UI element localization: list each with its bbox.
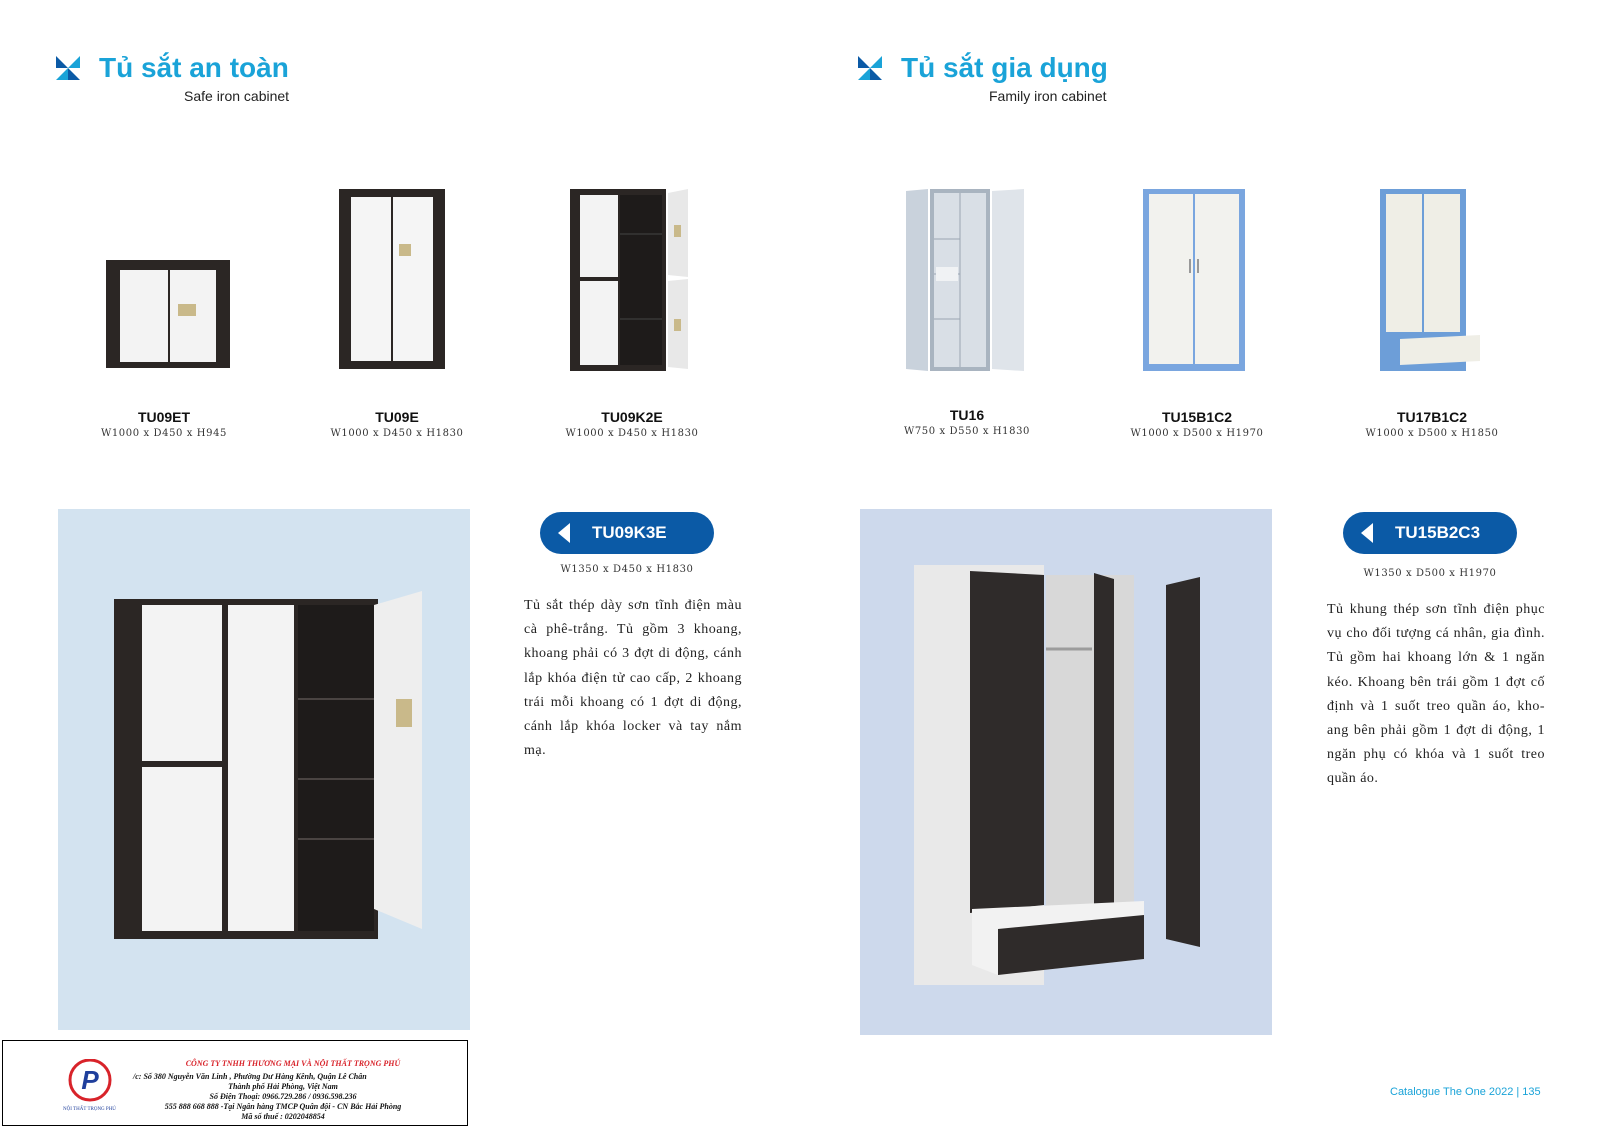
featured-dims: W1350 x D500 x H1970 [1363,568,1497,579]
featured-dims: W1350 x D450 x H1830 [560,564,694,575]
section-title-safe: Tủ sắt an toàn [99,52,289,83]
product-dims: W750 x D550 x H1830 [903,426,1031,437]
product-image-tu17b1c2 [1380,189,1480,371]
cabinet-illustration [860,509,1272,1035]
product-code: TU09K2E [601,409,663,425]
featured-code: TU15B2C3 [1395,523,1481,542]
company-logo [65,1059,115,1105]
page-footer: Catalogue The One 2022 | 135 [1390,1086,1541,1098]
product-code: TU15B1C2 [1161,409,1233,425]
company-tax: Mã số thuế : 0202048854 [241,1112,325,1121]
pinwheel-icon [858,56,882,80]
arrow-left-icon [558,523,570,543]
company-name: CÔNG TY TNHH THƯƠNG MẠI VÀ NỘI THẤT TRỌNG PHÚ [185,1059,401,1068]
cabinet-illustration [58,509,470,1030]
product-image-tu16 [906,189,1030,371]
company-address: /c: Số 380 Nguyễn Văn Linh , Phường Dư Hàng Kênh, Quận Lê Chân [133,1072,367,1081]
product-image-tu09k2e [570,189,690,371]
section-title-family: Tủ sắt gia dụng [901,52,1108,83]
featured-code-badge [1343,512,1517,554]
product-image-tu15b1c2 [1143,189,1245,371]
product-dims: W1000 x D500 x H1850 [1365,428,1499,439]
section-subtitle-family: Family iron cabinet [989,88,1107,104]
product-code: TU17B1C2 [1396,409,1468,425]
hero-image-tu15b2c3 [860,509,1272,1035]
svg-text:P: P [81,1065,99,1095]
product-code: TU09E [375,409,419,425]
logo-caption: NỘI THẤT TRỌNG PHÚ [63,1107,116,1112]
company-info-box [2,1040,468,1126]
hero-image-tu09k3e [58,509,470,1030]
product-code: TU09ET [137,409,191,425]
featured-description: Tủ sắt thép dày sơn tĩnh điện màu cà phê-trắng. Tủ gồm 3 khoang, khoang phải có 3 đợt di động, cánh lắp khóa điện tử cao cấp, 2 khoang trái mỗi khoang có 1 đợt di động, cánh lắp khóa locker và tay nắm mạ. [524,598,742,759]
company-city: Thành phố Hải Phòng, Việt Nam [228,1082,338,1091]
product-dims: W1000 x D450 x H1830 [565,428,699,439]
product-dims: W1000 x D500 x H1970 [1130,428,1264,439]
company-bank: 555 888 668 888 -Tại Ngân hàng TMCP Quân đội - CN Bắc Hải Phòng [164,1102,402,1111]
arrow-left-icon [1361,523,1373,543]
section-subtitle-safe: Safe iron cabinet [184,88,290,104]
pinwheel-icon [56,56,80,80]
featured-description: Tủ khung thép sơn tĩnh điện phục vụ cho đối tượng cá nhân, gia đình. Tủ gồm hai khoang lớn & 1 ngăn kéo. Khoang bên trái gồm 1 đợt cố định và 1 suốt treo quần áo, kho-ang bên phải gồm 1 đợt di động, 1 ngăn phụ có khóa và 1 suốt treo quần áo. [1327,602,1545,787]
featured-code-badge [540,512,714,554]
product-dims: W1000 x D450 x H945 [100,428,228,439]
product-code: TU16 [949,407,985,423]
featured-code: TU09K3E [592,523,667,542]
product-image-tu09e [339,189,445,369]
product-image-tu09et [106,260,230,368]
product-dims: W1000 x D450 x H1830 [330,428,464,439]
company-phone: Số Điện Thoại: 0966.729.286 / 0936.598.236 [209,1092,357,1101]
